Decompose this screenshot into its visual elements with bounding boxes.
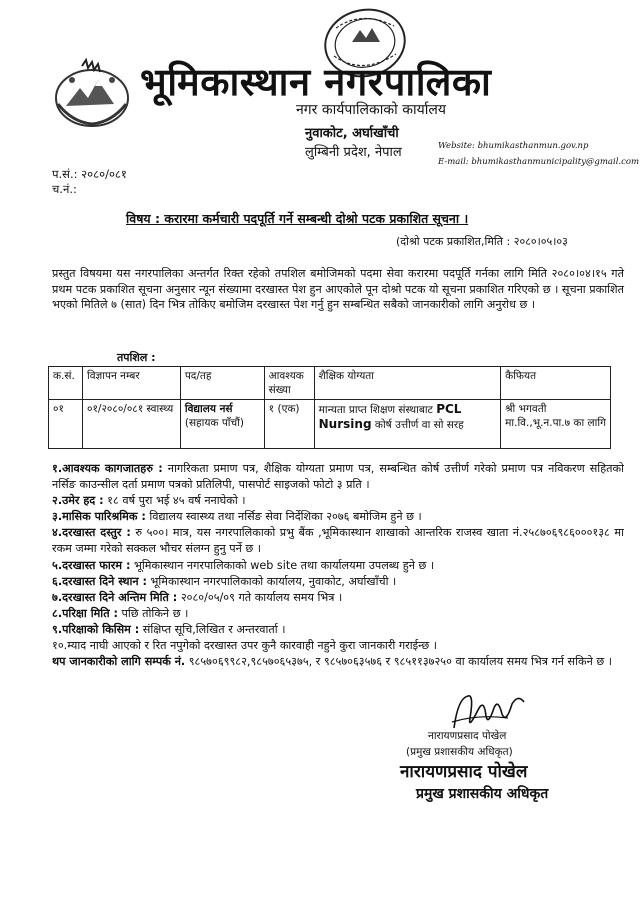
notice-subject: विषय : करारमा कर्मचारी पदपूर्ति गर्ने सम्बन्धी दोश्रो पटक प्रकाशित सूचना ।	[126, 211, 469, 226]
municipality-title: भूमिकास्थान नगरपालिका	[140, 60, 492, 104]
qualification-nursing: Nursing	[318, 417, 372, 431]
column-header: क.सं.	[49, 367, 83, 400]
item-title: ५.दरखास्त फारम :	[52, 558, 131, 572]
handwritten-signature-icon	[448, 688, 528, 734]
remarks-cell: श्री भगवती मा.वि.,भू.न.पा.७ का लागि	[501, 400, 611, 449]
item-title: ६.दरखास्त दिने स्थान :	[52, 574, 147, 588]
signatory-title-small: (प्रमुख प्रशासकीय अधिकृत)	[406, 746, 513, 758]
signatory-title-stamp: प्रमुख प्रशासकीय अधिकृत	[416, 786, 549, 802]
column-header: कैफियत	[501, 367, 611, 400]
item-text: ९८५७०६९९८२,९८५७०६५३७५, र ९८५७०६३५७६ र ९८५११३७२५० वा कार्यालय समय भित्र गर्न सकिने छ ।	[185, 655, 612, 669]
post-name: विद्यालय नर्स	[184, 403, 233, 415]
vacancy-table	[48, 366, 611, 449]
item-text: १८ वर्ष पुरा भई ४५ वर्ष ननाघेको ।	[103, 494, 246, 508]
item-title: थप जानकारीको लागि सम्पर्क नं.	[52, 655, 186, 669]
item-text: २०८०/०५/०९ गते कार्यालय समय भित्र ।	[177, 590, 343, 604]
list-item	[52, 525, 624, 557]
column-header: आवश्यक संख्या	[264, 367, 314, 400]
item-title: ३.मासिक पारिश्रमिक :	[52, 510, 146, 524]
item-text: विद्यालय स्वास्थ्य तथा नर्सिङ सेवा निर्देशिका २०७६ बमोजिम हुने छ ।	[145, 510, 422, 524]
signatory-name-small: नारायणप्रसाद पोखेल	[428, 730, 507, 742]
column-header: पद/तह	[180, 367, 264, 400]
list-item	[52, 622, 624, 638]
count-cell: १ (एक)	[264, 400, 314, 449]
item-title: २.उमेर हद :	[52, 494, 104, 508]
dispatch-number: च.नं.:	[52, 182, 77, 196]
item-text: रु ५००। मात्र, यस नगरपालिकाको प्रभु बैंक ,भूमिकास्थान शाखाको आन्तरिक राजस्व खाता नं.२५८७०६९८६०००१३८ मा रकम जम्मा गरेको सक्कल भौचर संलग्न हुनु पर्ने छ ।	[52, 526, 624, 556]
item-text: नागरिकता प्रमाण पत्र, शैक्षिक योग्यता प्रमाण पत्र, सम्बन्धित कोर्ष उत्तीर्ण गरेको प्रमाण पत्र नविकरण सहितको नर्सिङ काउन्सील दर्ता प्रमाण पत्रको प्रतिलिपी, पासपोर्ट साइजको फोटो ३ प्रति ।	[52, 462, 624, 492]
signatory-name-stamp: नारायणप्रसाद पोखेल	[400, 762, 528, 782]
column-header: विज्ञापन नम्बर	[82, 367, 180, 400]
published-date: (दोश्रो पटक प्रकाशित,मिति : २०८०।०५।०३	[396, 235, 568, 248]
item-title: ४.दरखास्त दस्तुर :	[52, 526, 131, 540]
list-item	[52, 509, 624, 525]
item-text: पछि तोकिने छ ।	[117, 606, 189, 620]
address-line-1: नुवाकोट, अर्घाखाँची	[305, 126, 399, 141]
table-caption: तपशिल :	[117, 351, 156, 364]
qualification-cell	[314, 400, 500, 449]
item-text: १०.म्याद नाघी आएको र रित नपुगेको दरखास्त उपर कुनै कारवाही नहुने कुरा जानकारी गराईन्छ ।	[52, 639, 437, 653]
intro-paragraph: प्रस्तुत विषयमा यस नगरपालिका अन्तर्गत रिक्त रहेको तपशिल बमोजिमको पदमा सेवा करारमा पदपूर्ति गर्नका लागि मिति २०८०।०४।१५ गते प्रथम पटक प्रकाशित सूचना अनुसार न्यून संख्यामा दरखास्त पेश हुन आएकोले पून दोश्रो पटक यो सूचना प्रकाशित गरिएको छ । सूचना प्रकाशित भएको मितिले ७ (सात) दिन भित्र तोकिए बमोजिम दरखास्त पेश गर्नु हुन सम्बन्धित सबैको जानकारीको लागि अनुरोध छ ।	[52, 267, 624, 311]
item-text: भूमिकास्थान नगरपालिकाको web site तथा कार्यालयमा उपलब्ध हुने छ ।	[130, 558, 435, 572]
post-cell	[180, 400, 264, 449]
list-item	[52, 493, 624, 509]
list-item	[52, 654, 624, 670]
post-level: (सहायक पाँचौं)	[184, 417, 244, 429]
list-item	[52, 558, 624, 574]
email-text: E-mail: bhumikasthanmunicipality@gmail.com	[438, 157, 640, 167]
item-title: १.आवश्यक कागजातहरु :	[52, 462, 163, 475]
serial-cell: ०१	[49, 400, 83, 449]
nepal-emblem-icon	[52, 58, 132, 130]
list-item	[52, 638, 624, 654]
list-item	[52, 606, 624, 622]
item-text: भूमिकास्थान नगरपालिकाको कार्यालय, नुवाकोट, अर्घाखाँची ।	[146, 574, 397, 588]
item-title: ७.दरखास्त दिने अन्तिम मिति :	[52, 590, 178, 604]
list-item	[52, 574, 624, 590]
list-item	[52, 590, 624, 606]
advertisement-cell: ०१/२०८०/०८१ स्वास्थ्य	[82, 400, 180, 449]
requirements-list	[52, 461, 624, 670]
qualification-pre: मान्यता प्राप्त शिक्षण संस्थाबाट	[318, 404, 433, 416]
reference-number: प.सं.: २०८०/०८१	[52, 167, 127, 181]
list-item	[52, 461, 624, 493]
table-row	[49, 400, 611, 449]
item-text: संक्षिप्त सूचि,लिखित र अन्तरवार्ता ।	[139, 622, 286, 636]
table-header-row	[49, 367, 611, 400]
column-header: शैक्षिक योग्यता	[314, 367, 500, 400]
qualification-post: कोर्ष उत्तीर्ण वा सो सरह	[374, 419, 464, 431]
website-text: Website: bhumikasthanmun.gov.np	[438, 141, 589, 151]
address-line-2: लुम्बिनी प्रदेश, नेपाल	[305, 145, 402, 160]
item-title: ८.परिक्षा मिति :	[52, 606, 118, 620]
item-title: ९.परिक्षाको किसिम :	[52, 622, 140, 636]
qualification-pcl: PCL	[436, 402, 462, 416]
office-name: नगर कार्यपालिकाको कार्यालय	[296, 102, 446, 118]
